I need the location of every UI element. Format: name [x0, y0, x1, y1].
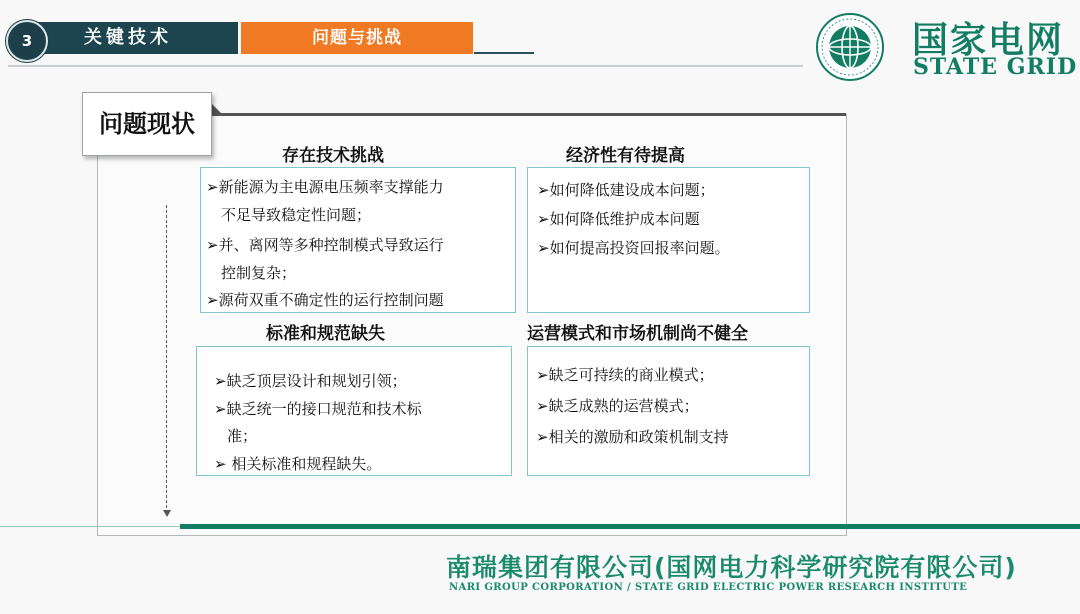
- logo-name-en: STATE GRID: [913, 54, 1078, 80]
- list-item: 控制复杂；: [221, 264, 297, 282]
- list-item: ➢新能源为主电源电压频率支撑能力: [206, 178, 444, 196]
- list-item: ➢ 相关标准和规程缺失。: [214, 455, 382, 473]
- list-item: ➢缺乏顶层设计和规划引领；: [214, 372, 407, 390]
- frame-top-bar: [212, 113, 846, 116]
- list-item: ➢如何提高投资回报率问题。: [537, 239, 730, 257]
- box-title-tech-challenges: 存在技术挑战: [282, 146, 384, 166]
- box-economics: [527, 167, 810, 313]
- list-item: ➢缺乏统一的接口规范和技术标: [214, 400, 422, 418]
- arrow-down-icon: [163, 510, 171, 517]
- footer-thin-line: [0, 526, 182, 527]
- list-item: 不足导致稳定性问题；: [221, 206, 372, 224]
- header-divider: [8, 65, 803, 67]
- list-item: ➢并、离网等多种控制模式导致运行: [206, 236, 444, 254]
- footer-company-en: NARI GROUP CORPORATION / STATE GRID ELECTRIC POWER RESEARCH INSTITUTE: [449, 582, 968, 593]
- state-grid-globe-icon: [815, 12, 885, 82]
- box-business-models: [527, 346, 810, 476]
- box-tech-challenges: [200, 167, 516, 313]
- logo-name-cn: 国家电网: [912, 20, 1065, 61]
- list-item: ➢缺乏成熟的运营模式；: [536, 397, 699, 415]
- list-item: ➢如何降低建设成本问题；: [537, 181, 715, 199]
- list-item: 准；: [227, 427, 258, 445]
- box-standards: [196, 346, 512, 476]
- header-accent-line: [474, 52, 534, 54]
- footer-green-bar: [180, 524, 1080, 529]
- section-number-badge: 3: [6, 20, 48, 62]
- box-title-standards: 标准和规范缺失: [266, 324, 385, 344]
- current-status-tab: 问题现状: [82, 92, 212, 156]
- list-item: ➢相关的激励和政策机制支持: [536, 428, 729, 446]
- box-title-business-models: 运营模式和市场机制尚不健全: [527, 324, 748, 344]
- timeline-dashed-line: [166, 205, 167, 513]
- section-title: 关键技术: [84, 27, 172, 48]
- subsection-title: 问题与挑战: [241, 22, 473, 54]
- box-title-economics: 经济性有待提高: [566, 146, 685, 166]
- frame-notch: [212, 104, 222, 114]
- list-item: ➢缺乏可持续的商业模式；: [536, 366, 714, 384]
- list-item: ➢源荷双重不确定性的运行控制问题: [206, 291, 444, 309]
- footer-company-cn: 南瑞集团有限公司(国网电力科学研究院有限公司): [446, 553, 1017, 582]
- list-item: ➢如何降低维护成本问题: [537, 210, 700, 228]
